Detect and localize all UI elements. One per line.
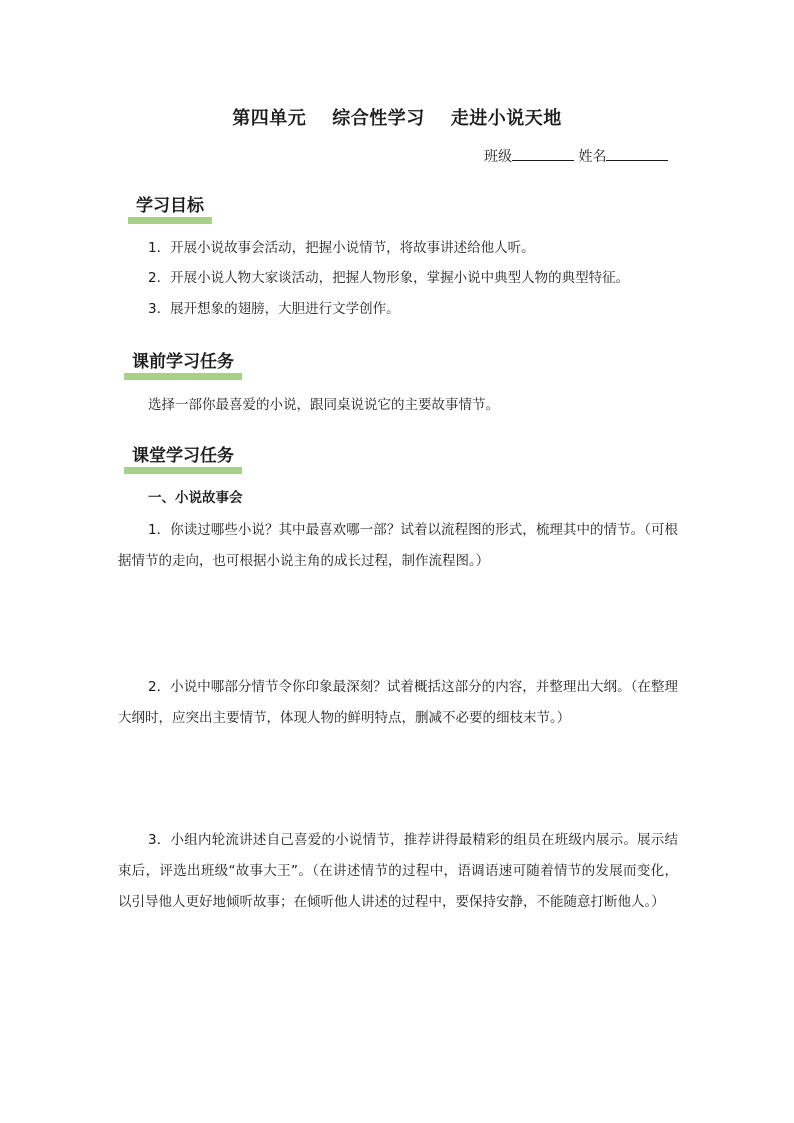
class-label: 班级: [484, 149, 512, 165]
section-heading-preclass: 课前学习任务: [124, 352, 242, 380]
name-label: 姓名: [578, 149, 607, 165]
preclass-task: 选择一部你最喜爱的小说，跟同桌说说它的主要故事情节。: [148, 397, 499, 413]
subsection-heading: 一、小说故事会: [148, 490, 243, 506]
objective-item: 1．开展小说故事会活动，把握小说情节，将故事讲述给他人听。: [148, 240, 535, 256]
question-item: 2．小说中哪部分情节令你印象最深刻？试着概括这部分的内容，并整理出大纲。（在整理大纲时，应突出主要情节，体现人物的鲜明特点，删减不必要的细枝末节。）: [118, 679, 678, 726]
class-blank[interactable]: [512, 146, 574, 161]
objective-item: 3．展开想象的翅膀，大胆进行文学创作。: [148, 301, 400, 317]
title-unit: 第四单元: [232, 108, 307, 129]
question-item: 1．你读过哪些小说？其中最喜欢哪一部？试着以流程图的形式，梳理其中的情节。（可根据情节的走向，也可根据小说主角的成长过程，制作流程图。）: [118, 522, 678, 569]
title-topic: 综合性学习: [332, 108, 425, 129]
title-subject: 走进小说天地: [450, 108, 562, 129]
name-blank[interactable]: [606, 146, 668, 161]
question-item: 3．小组内轮流讲述自己喜爱的小说情节，推荐讲得最精彩的组员在班级内展示。展示结束后，评选出班级“故事大王”。（在讲述情节的过程中，语调语速可随着情节的发展而变化，以引导他人更好地倾听故事；在倾听他人讲述的过程中，要保持安静，不能随意打断他人。）: [118, 832, 678, 910]
section-heading-inclass: 课堂学习任务: [124, 446, 242, 474]
objective-item: 2．开展小说人物大家谈活动，把握人物形象，掌握小说中典型人物的典型特征。: [148, 270, 630, 286]
student-info-line: [484, 146, 668, 166]
section-heading-objectives: 学习目标: [128, 196, 212, 224]
page-title: [0, 104, 794, 130]
